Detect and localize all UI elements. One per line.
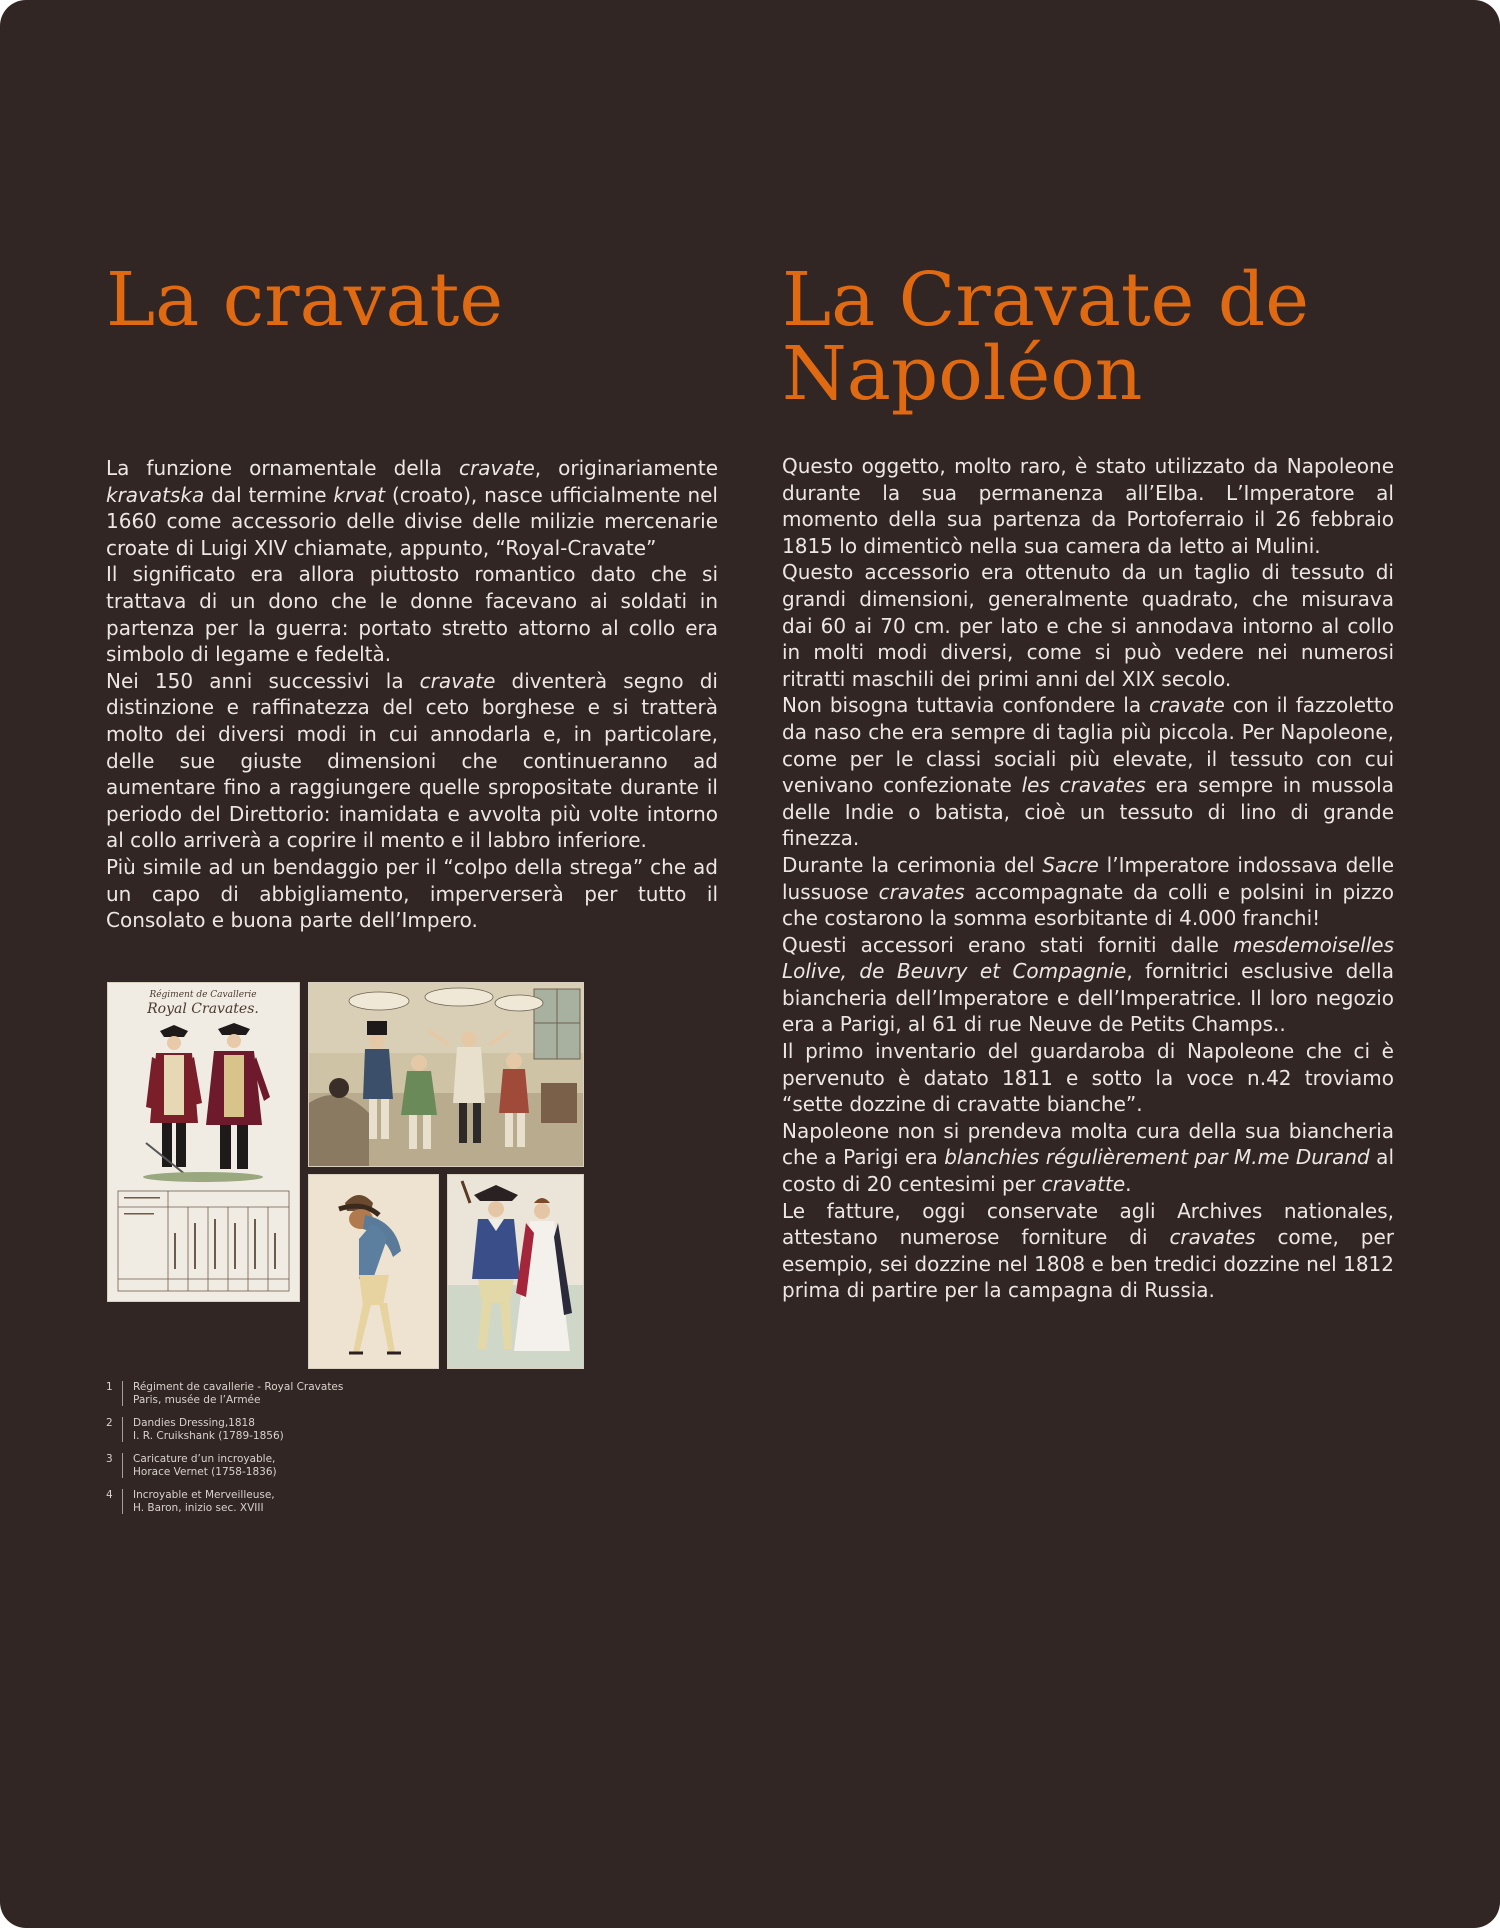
- italic-text: cravate: [1149, 693, 1225, 718]
- italic-text: cravate: [459, 456, 535, 480]
- right-title: [782, 257, 1310, 417]
- caption-line: Horace Vernet (1758-1836): [133, 1465, 277, 1478]
- paragraph: [782, 1118, 1394, 1198]
- caption-number: 4: [106, 1489, 123, 1514]
- paragraph: [782, 852, 1394, 932]
- text-run: Durante la cerimonia del: [782, 852, 1043, 877]
- text-run: dal termine: [204, 482, 334, 507]
- text-run: Napoleone non si prendeva molta cura della sua biancheria che a Parigi era: [782, 1118, 1394, 1170]
- paragraph: [106, 455, 718, 561]
- italic-text: cravates: [878, 879, 965, 904]
- right-title-line2: Napoléon: [782, 331, 1143, 417]
- italic-text: kravatska: [106, 482, 205, 507]
- image-incroyable-merveilleuse: [447, 1174, 584, 1369]
- caption-1: [106, 1381, 386, 1406]
- text-run: con il fazzoletto da naso che era sempre di taglia più piccola. Per Napoleone, come per le classi sociali più elevate, il tessuto con cui venivano confezionate: [782, 693, 1395, 798]
- italic-text: mesdemoiselles Lolive, de Beuvry et Compagnie: [782, 932, 1394, 984]
- image1-heading-line1: Régiment de Cavallerie: [149, 990, 257, 1000]
- text-run: Questo accessorio era ottenuto da un taglio di tessuto di grandi dimensioni, generalmente quadrato, che misurava dai 60 ai 70 cm. per lato e che si annodava intorno al collo in molti modi diversi, come si può vedere nei numerosi ritratti maschili dei primi anni del XIX secolo.: [782, 560, 1394, 691]
- italic-text: les cravates: [1021, 773, 1146, 798]
- caption-line: Paris, musée de l’Armée: [133, 1393, 261, 1406]
- image1-heading-line2: Royal Cravates.: [147, 1001, 259, 1017]
- text-run: Il significato era allora piuttosto romantico dato che si trattava di un dono che le donne facevano ai soldati in partenza per la guerra: portato stretto attorno al collo era simbolo di legame e fedeltà.: [106, 562, 718, 667]
- text-run: Nei 150 anni successivi la: [106, 668, 420, 693]
- caption-3: [106, 1453, 386, 1478]
- paragraph: [106, 854, 718, 934]
- caption-line: Régiment de cavallerie - Royal Cravates: [133, 1381, 344, 1393]
- paragraph: [782, 932, 1394, 1038]
- text-run: come, per esempio, sei dozzine nel 1808 e ben tredici dozzine nel 1812 prima di partire per la campagna di Russia.: [782, 1225, 1394, 1303]
- text-run: (croato), nasce ufficialmente nel 1660 come accessorio delle divise delle milizie mercenarie croate di Luigi XIV chiamate, appunto, “Royal-Cravate”: [106, 482, 718, 560]
- caption-4: [106, 1489, 386, 1514]
- paragraph: [106, 561, 718, 667]
- caption-2: [106, 1417, 386, 1442]
- text-run: , fornitrici esclusive della biancheria dell’Imperatore e dell’Imperatrice. Il loro negozio era a Parigi, al 61 di rue Neuve de Petits Champs..: [782, 959, 1394, 1037]
- caption-line: Incroyable et Merveilleuse,: [133, 1489, 275, 1501]
- text-run: diventerà segno di distinzione e raffinatezza del ceto borghese e si tratterà molto dei diversi modi in cui annodarla e, in particolare, delle sue giuste dimensioni che continueranno ad aumentare fino a raggiungere quelle spropositate durante il periodo del Direttorio: inamidata e avvolta più volte intorno al collo arriverà a coprire il mento e il labbro inferiore.: [106, 668, 718, 853]
- text-run: .: [1125, 1172, 1132, 1197]
- text-run: Questo oggetto, molto raro, è stato utilizzato da Napoleone durante la sua permanenza all’Elba. L’Imperatore al momento della sua partenza da Portoferraio il 26 febbraio 1815 lo dimenticò nella sua camera da letto ai Mulini.: [782, 454, 1394, 558]
- text-run: Questi accessori erano stati forniti dalle: [782, 932, 1233, 957]
- paragraph: [106, 668, 718, 854]
- paragraph: [782, 692, 1394, 852]
- image-royal-cravates: [107, 982, 300, 1302]
- caption-number: 1: [106, 1381, 123, 1406]
- paragraph: [782, 1198, 1394, 1304]
- caption-line: Caricature d’un incroyable,: [133, 1453, 276, 1465]
- italic-text: blanchies régulièrement par M.me Durand: [944, 1145, 1370, 1170]
- text-run: l’Imperatore indossava delle lussuose: [782, 852, 1395, 904]
- text-run: Più simile ad un bendaggio per il “colpo della strega” che ad un capo di abbigliamento, imperverserà per tutto il Consolato e buona parte dell’Impero.: [106, 854, 718, 933]
- text-run: al costo di 20 centesimi per: [782, 1145, 1394, 1197]
- right-body-text: [782, 453, 1394, 1304]
- italic-text: Sacre: [1042, 852, 1099, 877]
- italic-text: krvat: [333, 482, 386, 507]
- left-body-text: [106, 455, 718, 934]
- italic-text: cravate: [419, 668, 496, 693]
- text-run: La funzione ornamentale della: [106, 456, 460, 480]
- caption-number: 2: [106, 1417, 123, 1442]
- caption-line: Dandies Dressing,1818: [133, 1417, 255, 1429]
- text-run: , originariamente: [534, 456, 719, 480]
- paragraph: [782, 559, 1394, 692]
- italic-text: cravatte: [1041, 1172, 1126, 1197]
- image-captions: [106, 1381, 386, 1525]
- italic-text: cravates: [1169, 1225, 1256, 1250]
- paragraph: [782, 453, 1394, 559]
- caption-line: H. Baron, inizio sec. XVIII: [133, 1501, 264, 1514]
- left-title: La cravate: [106, 257, 504, 343]
- caption-number: 3: [106, 1453, 123, 1478]
- text-run: Il primo inventario del guardaroba di Napoleone che ci è pervenuto è datato 1811 e sotto la voce n.42 troviamo “sette dozzine di cravatte bianche”.: [782, 1039, 1394, 1117]
- image-dandies-dressing: [308, 982, 584, 1167]
- text-run: Non bisogna tuttavia confondere la: [782, 693, 1150, 718]
- text-run: era sempre in mussola delle Indie o batista, cioè un tessuto di lino di grande finezza.: [782, 773, 1394, 851]
- paragraph: [782, 1038, 1394, 1118]
- text-run: Le fatture, oggi conservate agli Archives nationales, attestano numerose forniture di: [782, 1198, 1394, 1250]
- caption-line: I. R. Cruikshank (1789-1856): [133, 1429, 284, 1442]
- text-run: accompagnate da colli e polsini in pizzo che costarono la somma esorbitante di 4.000 franchi!: [782, 879, 1394, 931]
- image-incroyable-caricature: [308, 1174, 439, 1369]
- right-title-line1: La Cravate de: [782, 257, 1310, 343]
